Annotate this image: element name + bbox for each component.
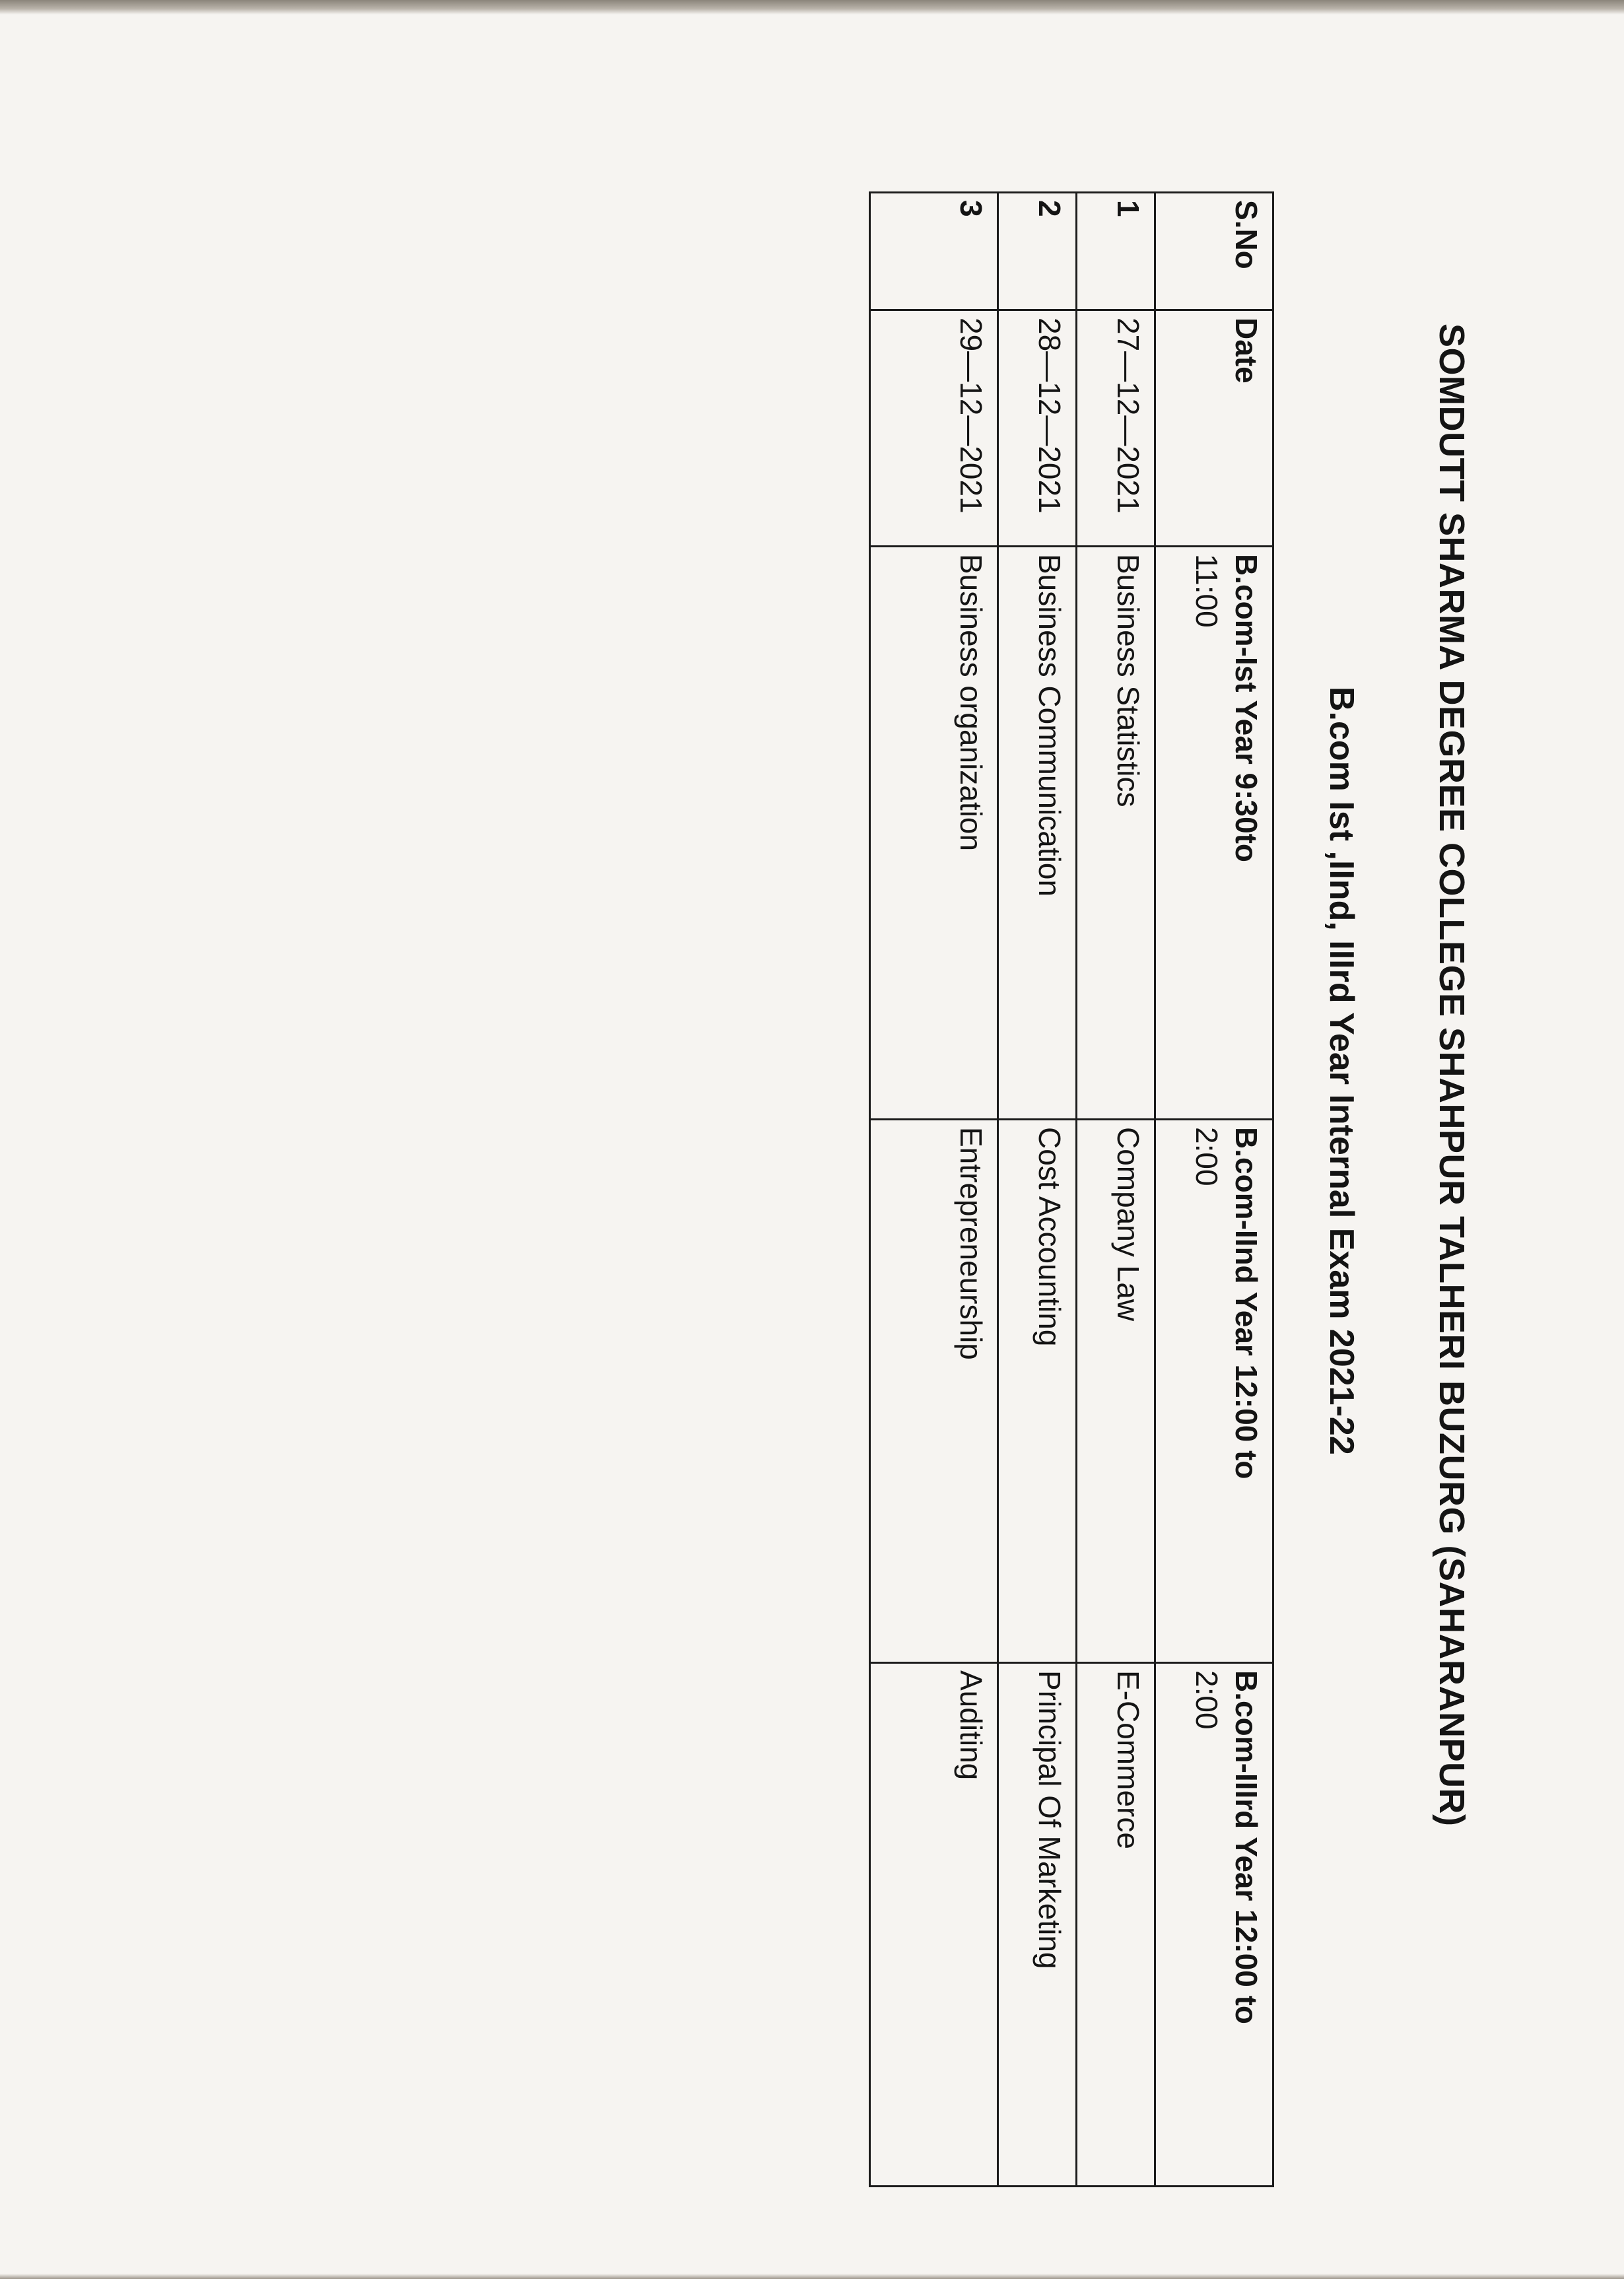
header-date: Date: [1155, 310, 1273, 547]
cell-third-year-subject: Principal Of Marketing: [998, 1663, 1077, 2187]
scan-bottom-edge: [0, 2274, 1624, 2279]
cell-date: 28—12—2021: [998, 310, 1077, 547]
cell-first-year-subject: Business Statistics: [1077, 547, 1155, 1120]
cell-third-year-subject: E-Commerce: [1077, 1663, 1155, 2187]
cell-first-year-subject: Business Communication: [998, 547, 1077, 1120]
header-second-year-time: 2:00: [1190, 1127, 1225, 1186]
table-row: [870, 193, 998, 2187]
header-first-year-time: 11:00: [1190, 554, 1225, 628]
table-row: [1077, 193, 1155, 2187]
cell-sno: 3: [870, 193, 998, 310]
cell-sno: 1: [1077, 193, 1155, 310]
header-first-year-label: B.com-Ist Year 9:30to: [1229, 554, 1264, 863]
header-third-year: [1155, 1663, 1273, 2187]
cell-date: 29—12—2021: [870, 310, 998, 547]
scan-top-edge: [0, 0, 1624, 15]
college-name: SOMDUTT SHARMA DEGREE COLLEGE SHAHPUR TALHERI BUZURG (SAHARANPUR): [1432, 323, 1472, 1827]
header-third-year-label: B.com-IIIrd Year 12:00 to: [1229, 1670, 1264, 2025]
header-second-year: [1155, 1120, 1273, 1663]
cell-third-year-subject: Auditing: [870, 1663, 998, 2187]
table-header-row: [1155, 193, 1273, 2187]
cell-sno: 2: [998, 193, 1077, 310]
exam-schedule-table: [869, 191, 1274, 2187]
table-row: [998, 193, 1077, 2187]
cell-second-year-subject: Cost Accounting: [998, 1120, 1077, 1663]
cell-second-year-subject: Company Law: [1077, 1120, 1155, 1663]
cell-first-year-subject: Business organization: [870, 547, 998, 1120]
header-first-year: [1155, 547, 1273, 1120]
header-sno: S.No: [1155, 193, 1273, 310]
exam-title: B.com Ist ,IInd, IIIrd Year Internal Exam 2021-22: [1322, 687, 1361, 1455]
header-second-year-label: B.com-IInd Year 12:00 to: [1229, 1127, 1264, 1480]
rotated-document-content: [224, 165, 1479, 2245]
cell-date: 27—12—2021: [1077, 310, 1155, 547]
header-third-year-time: 2:00: [1190, 1670, 1225, 1730]
cell-second-year-subject: Entrepreneurship: [870, 1120, 998, 1663]
